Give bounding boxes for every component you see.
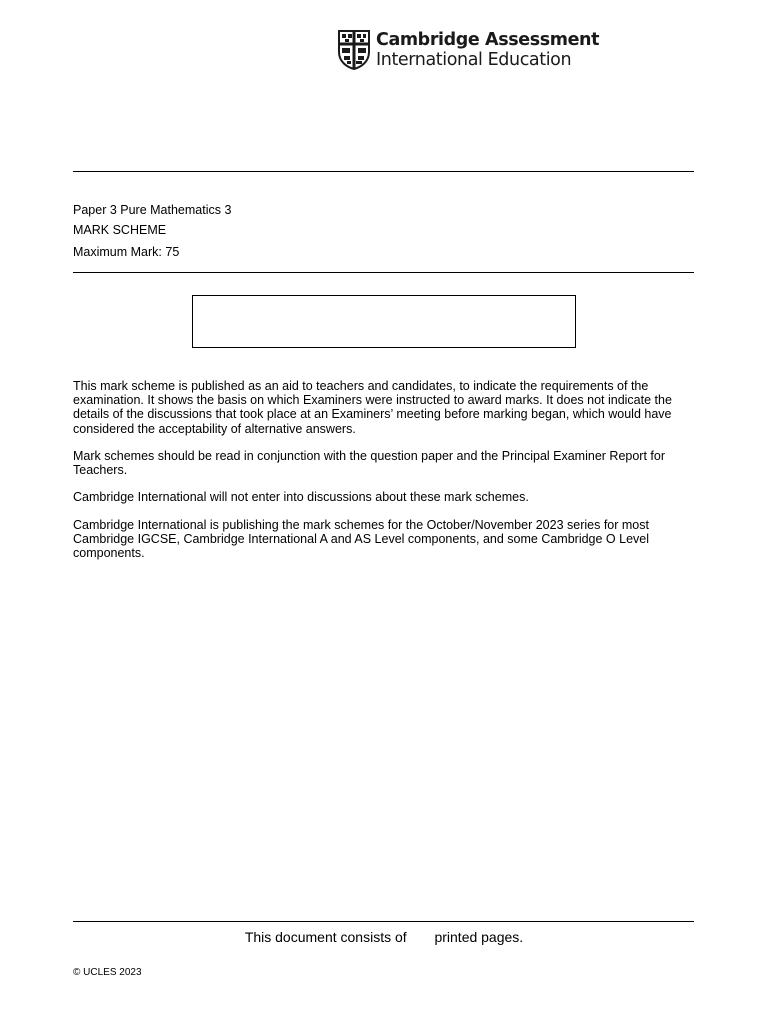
crest-shield-icon	[338, 30, 370, 70]
cambridge-logo	[338, 30, 599, 72]
page-count-prefix: This document consists of	[244, 929, 407, 945]
publishing-paragraph: Cambridge International is publishing the mark schemes for the October/November 2023 series for most Cambridge IGCSE, Cambridge International A and AS Level components, and some Cambridge O Level components.	[73, 518, 650, 561]
maximum-mark: Maximum Mark: 75	[73, 245, 180, 259]
discussions-paragraph: Cambridge International will not enter into discussions about these mark schemes.	[73, 490, 529, 504]
page-count-line	[0, 929, 768, 945]
logo-line-1: Cambridge Assessment	[376, 30, 600, 50]
paper-title: Paper 3 Pure Mathematics 3	[73, 203, 232, 217]
page-count-suffix: printed pages.	[434, 929, 524, 945]
top-divider	[73, 171, 694, 172]
footer-divider	[73, 921, 694, 922]
document-type: MARK SCHEME	[73, 223, 167, 237]
logo-line-2: International Education	[376, 50, 572, 70]
intro-paragraph: This mark scheme is published as an aid to teachers and candidates, to indicate the requirements of the examination. It shows the basis on which Examiners were instructed to award marks. It does not indicate the details of the discussions that took place at an Examiners’ meeting before marking began, which would have considered the acceptability of alternative answers.	[73, 379, 672, 436]
empty-title-box	[192, 295, 576, 348]
copyright: © UCLES 2023	[73, 967, 142, 978]
conjunction-paragraph: Mark schemes should be read in conjunction with the question paper and the Principal Examiner Report for Teachers.	[73, 449, 665, 478]
middle-divider	[73, 272, 694, 273]
